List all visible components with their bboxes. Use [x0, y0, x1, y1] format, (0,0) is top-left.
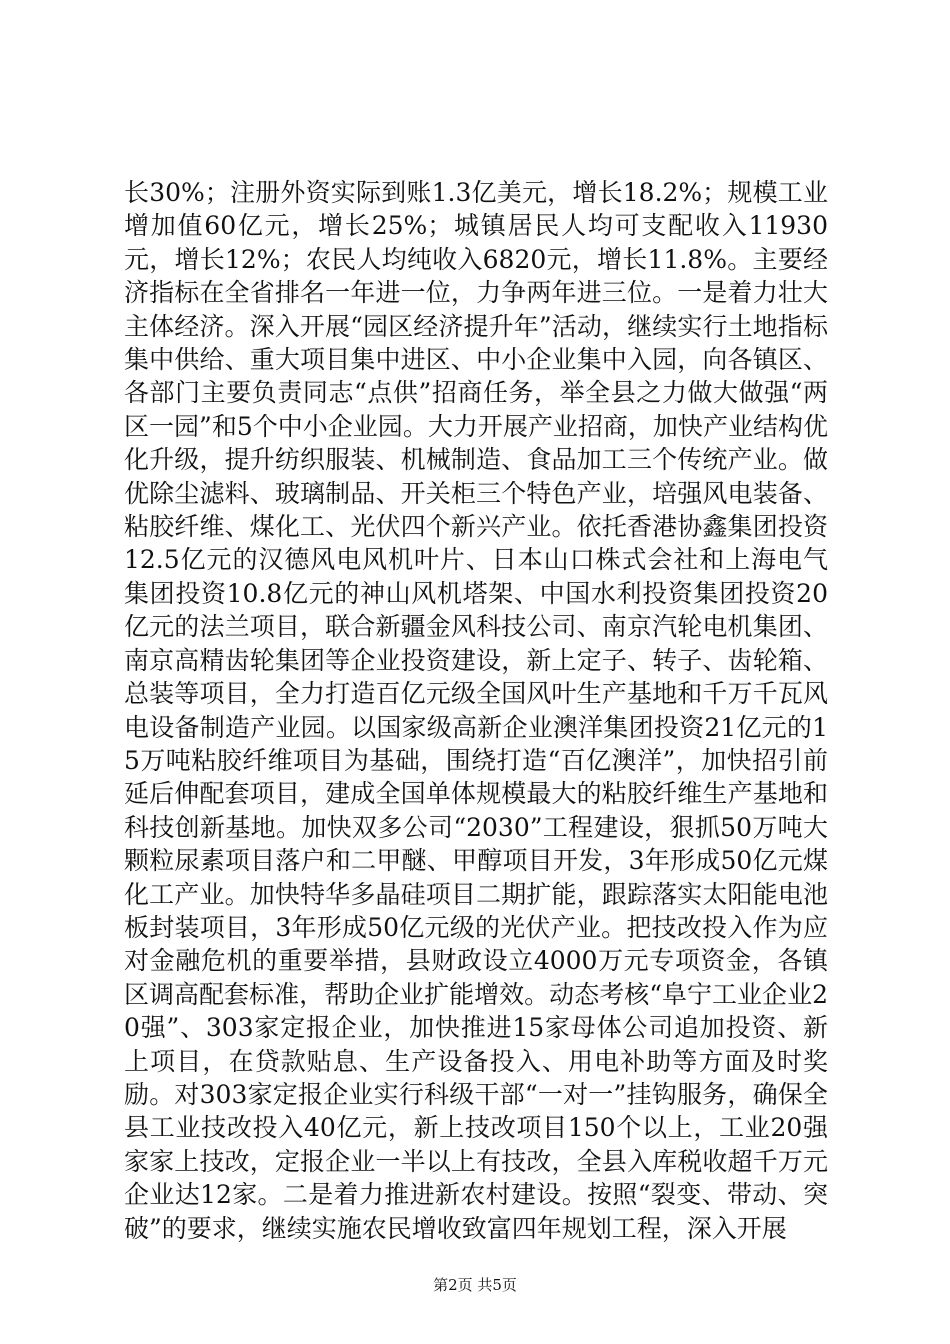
- page-footer: 第2页 共5页: [433, 1276, 517, 1294]
- body-paragraph: 长30%；注册外资实际到账1.3亿美元，增长18.2%；规模工业增加值60亿元，增长25%；城镇居民人均可支配收入11930元，增长12%；农民人均纯收入6820元，增长11.8%。主要经济指标在全省排名一年进一位，力争两年进三位。一是着力壮大主体经济。深入开展“园区经济提升年”活动，继续实行土地指标集中供给、重大项目集中进区、中小企业集中入园，向各镇区、各部门主要负责同志“点供”招商任务，举全县之力做大做强“两区一园”和5个中小企业园。大力开展产业招商，加快产业结构优化升级，提升纺织服装、机械制造、食品加工三个传统产业。做优除尘滤料、玻璃制品、开关柜三个特色产业，培强风电装备、粘胶纤维、煤化工、光伏四个新兴产业。依托香港协鑫集团投资12.5亿元的汉德风电风机叶片、日本山口株式会社和上海电气集团投资10.8亿元的神山风机塔架、中国水利投资集团投资20亿元的法兰项目，联合新疆金风科技公司、南京汽轮电机集团、南京高精齿轮集团等企业投资建设，新上定子、转子、齿轮箱、总装等项目，全力打造百亿元级全国风叶生产基地和千万千瓦风电设备制造产业园。以国家级高新企业澳洋集团投资21亿元的15万吨粘胶纤维项目为基础，围绕打造“百亿澳洋”，加快招引前延后伸配套项目，建成全国单体规模最大的粘胶纤维生产基地和科技创新基地。加快双多公司“2030”工程建设，狠抓50万吨大颗粒尿素项目落户和二甲醚、甲醇项目开发，3年形成50亿元煤化工产业。加快特华多晶硅项目二期扩能，跟踪落实太阳能电池板封装项目，3年形成50亿元级的光伏产业。把技改投入作为应对金融危机的重要举措，县财政设立4000万元专项资金，各镇区调高配套标准，帮助企业扩能增效。动态考核“阜宁工业企业20强”、303家定报企业，加快推进15家母体公司追加投资、新上项目，在贷款贴息、生产设备投入、用电补助等方面及时奖励。对303家定报企业实行科级干部“一对一”挂钩服务，确保全县工业技改投入40亿元，新上技改项目150个以上，工业20强家家上技改，定报企业一半以上有技改，全县入库税收超千万元企业达12家。二是着力推进新农村建设。按照“裂变、带动、突破”的要求，继续实施农民增收致富四年规划工程，深入开展: [124, 178, 828, 1243]
